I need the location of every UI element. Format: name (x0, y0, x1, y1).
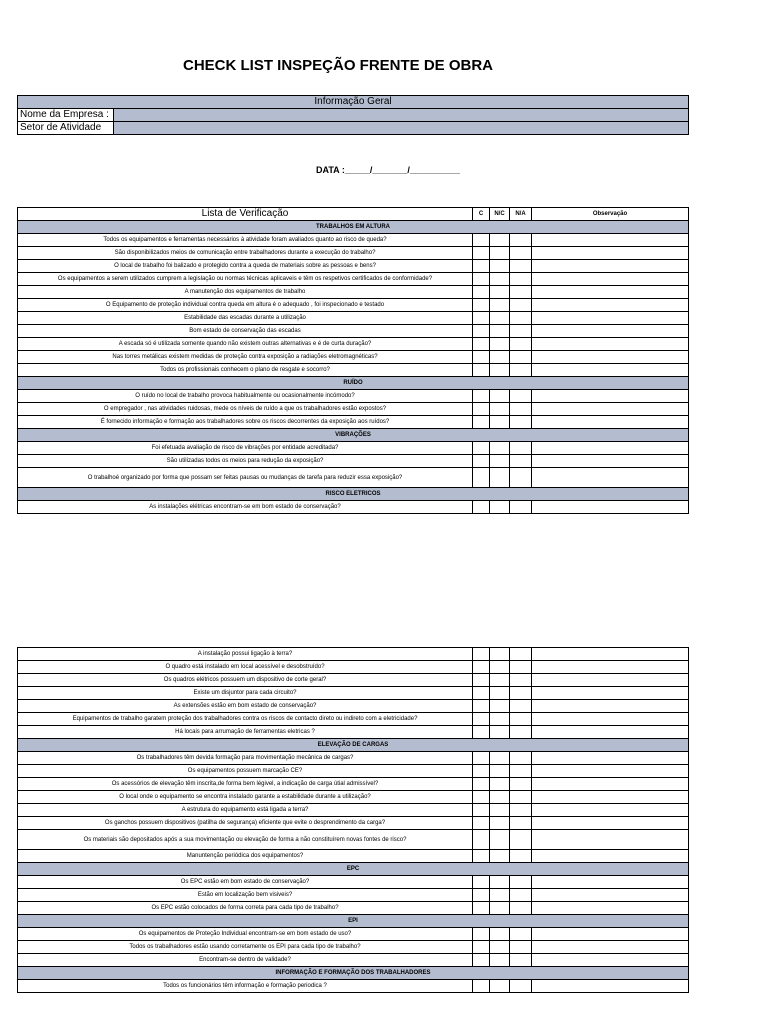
checklist-question: Os ganchos possuem dispositivos (patilha de segurança) eficiente que evite o desprendimento da carga? (18, 817, 473, 830)
check-nc-cell[interactable] (490, 661, 510, 674)
check-c-cell[interactable] (473, 941, 490, 954)
check-nc-cell[interactable] (490, 351, 510, 364)
check-na-cell[interactable] (510, 752, 532, 765)
check-nc-cell[interactable] (490, 416, 510, 429)
checklist-question: Manuntenção periódica dos equipamentos? (18, 850, 473, 863)
check-c-cell[interactable] (473, 954, 490, 967)
check-nc-cell[interactable] (490, 778, 510, 791)
checklist-row (18, 941, 689, 954)
checklist-row (18, 889, 689, 902)
check-na-cell[interactable] (510, 954, 532, 967)
sector-label: Setor de Atividade (18, 122, 114, 135)
section-header-row (18, 863, 689, 876)
checklist-question: Encontram-se dentro de validade? (18, 954, 473, 967)
check-c-cell[interactable] (473, 648, 490, 661)
checklist-question: A escada só é utilizada somente quando não existem outras alternativas e é de curta duração? (18, 338, 473, 351)
check-c-cell[interactable] (473, 416, 490, 429)
checklist-question: Bom estado de conservação das escadas (18, 325, 473, 338)
check-c-cell[interactable] (473, 312, 490, 325)
section-title: INFORMAÇÃO E FORMAÇÃO DOS TRABALHADORES (18, 967, 689, 980)
section-header-row (18, 915, 689, 928)
section-title: VIBRAÇÕES (18, 429, 689, 442)
check-c-cell[interactable] (473, 765, 490, 778)
checklist-row (18, 247, 689, 260)
checklist-question: Estão em localização bem visiveis? (18, 889, 473, 902)
check-nc-cell[interactable] (490, 338, 510, 351)
checklist-row (18, 700, 689, 713)
check-nc-cell[interactable] (490, 902, 510, 915)
check-c-cell[interactable] (473, 928, 490, 941)
check-nc-cell[interactable] (490, 980, 510, 993)
observation-cell[interactable] (532, 804, 689, 817)
general-info-header: Informação Geral (18, 96, 689, 109)
check-na-cell[interactable] (510, 791, 532, 804)
observation-cell[interactable] (532, 338, 689, 351)
check-na-cell[interactable] (510, 234, 532, 247)
checklist-question: Os equipamentos de Proteção Individual encontram-se em bom estado de uso? (18, 928, 473, 941)
check-na-cell[interactable] (510, 468, 532, 488)
check-nc-cell[interactable] (490, 403, 510, 416)
checklist-question: O quadro está instalado em local acessível e desobstruído? (18, 661, 473, 674)
checklist-row (18, 403, 689, 416)
checklist-question: Todos os equipamentos e ferramentas necessários à atividade foram avaliados quanto ao risco de queda? (18, 234, 473, 247)
checklist-row (18, 850, 689, 863)
checklist-header-nc: N/C (490, 208, 510, 221)
checklist-header-row (18, 208, 689, 221)
checklist-question: Os EPC estão em bom estado de conservação? (18, 876, 473, 889)
check-na-cell[interactable] (510, 273, 532, 286)
checklist-header-na: N/A (510, 208, 532, 221)
checklist-question: Os EPC estão colocados de forma correta para cada tipo de trabalho? (18, 902, 473, 915)
checklist-header-obs: Observação (532, 208, 689, 221)
check-nc-cell[interactable] (490, 325, 510, 338)
check-nc-cell[interactable] (490, 648, 510, 661)
observation-cell[interactable] (532, 273, 689, 286)
company-name-label: Nome da Empresa : (18, 109, 114, 122)
checklist-row (18, 954, 689, 967)
check-na-cell[interactable] (510, 902, 532, 915)
check-nc-cell[interactable] (490, 713, 510, 726)
checklist-question: As instalações elétricas encontram-se em bom estado de conservação? (18, 501, 473, 514)
checklist-table-page-1 (17, 207, 689, 514)
check-c-cell[interactable] (473, 830, 490, 850)
check-nc-cell[interactable] (490, 889, 510, 902)
check-c-cell[interactable] (473, 661, 490, 674)
checklist-table-page-2 (17, 647, 689, 993)
check-nc-cell[interactable] (490, 726, 510, 739)
section-header-row (18, 739, 689, 752)
check-nc-cell[interactable] (490, 752, 510, 765)
check-c-cell[interactable] (473, 700, 490, 713)
checklist-row (18, 791, 689, 804)
check-nc-cell[interactable] (490, 817, 510, 830)
check-c-cell[interactable] (473, 286, 490, 299)
observation-cell[interactable] (532, 980, 689, 993)
observation-cell[interactable] (532, 234, 689, 247)
checklist-row (18, 390, 689, 403)
check-na-cell[interactable] (510, 928, 532, 941)
checklist-question: Os acessórios de elevação têm inscrita,de forma bem légivel, a indicação de carga útial admissível? (18, 778, 473, 791)
observation-cell[interactable] (532, 247, 689, 260)
check-na-cell[interactable] (510, 661, 532, 674)
checklist-row (18, 260, 689, 273)
checklist-row (18, 713, 689, 726)
observation-cell[interactable] (532, 416, 689, 429)
checklist-question: A estrutura do equipamento está ligada a terra? (18, 804, 473, 817)
check-nc-cell[interactable] (490, 364, 510, 377)
checklist-question: O trabalhoé organizado por forma que possam ser feitas pausas ou mudanças de tarefa para reduzir essa exposição? (18, 468, 473, 488)
observation-cell[interactable] (532, 713, 689, 726)
check-c-cell[interactable] (473, 817, 490, 830)
checklist-question: Os trabalhadores têm devida formação para movimentação mecânica de cargas? (18, 752, 473, 765)
section-title: RUÍDO (18, 377, 689, 390)
check-c-cell[interactable] (473, 850, 490, 863)
checklist-row (18, 338, 689, 351)
check-na-cell[interactable] (510, 765, 532, 778)
check-c-cell[interactable] (473, 364, 490, 377)
check-nc-cell[interactable] (490, 830, 510, 850)
checklist-row (18, 648, 689, 661)
check-c-cell[interactable] (473, 403, 490, 416)
checklist-question: Todos os trabalhadores estão usando corretamente os EPI para cada tipo de trabalho? (18, 941, 473, 954)
check-nc-cell[interactable] (490, 876, 510, 889)
checklist-row (18, 876, 689, 889)
observation-cell[interactable] (532, 648, 689, 661)
check-na-cell[interactable] (510, 850, 532, 863)
date-field[interactable]: DATA :_____/_______/__________ (316, 165, 460, 175)
check-nc-cell[interactable] (490, 234, 510, 247)
checklist-row (18, 351, 689, 364)
observation-cell[interactable] (532, 850, 689, 863)
observation-cell[interactable] (532, 700, 689, 713)
check-c-cell[interactable] (473, 299, 490, 312)
check-na-cell[interactable] (510, 338, 532, 351)
checklist-question: Os equipamentos possuem marcação CE? (18, 765, 473, 778)
observation-cell[interactable] (532, 661, 689, 674)
checklist-question: O Equipamento de proteção individual contra queda em altura é o adequado , foi inspecionado e testado (18, 299, 473, 312)
section-header-row (18, 967, 689, 980)
checklist-row (18, 752, 689, 765)
observation-cell[interactable] (532, 501, 689, 514)
observation-cell[interactable] (532, 442, 689, 455)
observation-cell[interactable] (532, 260, 689, 273)
checklist-question: São disponibilizados meios de comunicação entre trabalhadores durante a execução do trabalho? (18, 247, 473, 260)
check-c-cell[interactable] (473, 501, 490, 514)
check-c-cell[interactable] (473, 876, 490, 889)
observation-cell[interactable] (532, 299, 689, 312)
check-na-cell[interactable] (510, 889, 532, 902)
check-c-cell[interactable] (473, 273, 490, 286)
check-c-cell[interactable] (473, 325, 490, 338)
section-title: ELEVAÇÃO DE CARGAS (18, 739, 689, 752)
check-nc-cell[interactable] (490, 247, 510, 260)
observation-cell[interactable] (532, 765, 689, 778)
observation-cell[interactable] (532, 403, 689, 416)
check-na-cell[interactable] (510, 247, 532, 260)
observation-cell[interactable] (532, 928, 689, 941)
check-nc-cell[interactable] (490, 468, 510, 488)
check-na-cell[interactable] (510, 674, 532, 687)
check-na-cell[interactable] (510, 260, 532, 273)
check-c-cell[interactable] (473, 674, 490, 687)
check-nc-cell[interactable] (490, 299, 510, 312)
check-c-cell[interactable] (473, 442, 490, 455)
check-c-cell[interactable] (473, 804, 490, 817)
checklist-question: Os equipamentos a serem utilizados cumprem a legislação ou normas técnicas aplicaveis e têm os respetivos certificados de conformidade? (18, 273, 473, 286)
checklist-header-list: Lista de Verificação (18, 208, 473, 221)
check-na-cell[interactable] (510, 876, 532, 889)
check-c-cell[interactable] (473, 338, 490, 351)
check-nc-cell[interactable] (490, 791, 510, 804)
check-c-cell[interactable] (473, 687, 490, 700)
checklist-row (18, 364, 689, 377)
observation-cell[interactable] (532, 351, 689, 364)
check-c-cell[interactable] (473, 455, 490, 468)
check-na-cell[interactable] (510, 312, 532, 325)
section-header-row (18, 377, 689, 390)
section-title: EPC (18, 863, 689, 876)
check-c-cell[interactable] (473, 351, 490, 364)
observation-cell[interactable] (532, 752, 689, 765)
check-na-cell[interactable] (510, 455, 532, 468)
sector-field[interactable] (114, 122, 689, 135)
check-na-cell[interactable] (510, 817, 532, 830)
checklist-row (18, 273, 689, 286)
observation-cell[interactable] (532, 286, 689, 299)
check-na-cell[interactable] (510, 830, 532, 850)
check-na-cell[interactable] (510, 416, 532, 429)
checklist-row (18, 416, 689, 429)
check-na-cell[interactable] (510, 351, 532, 364)
checklist-row (18, 902, 689, 915)
observation-cell[interactable] (532, 778, 689, 791)
check-nc-cell[interactable] (490, 674, 510, 687)
observation-cell[interactable] (532, 325, 689, 338)
document-title: CHECK LIST INSPEÇÃO FRENTE DE OBRA (182, 57, 494, 74)
checklist-row (18, 674, 689, 687)
check-na-cell[interactable] (510, 390, 532, 403)
checklist-header-c: C (473, 208, 490, 221)
check-c-cell[interactable] (473, 713, 490, 726)
checklist-row (18, 234, 689, 247)
check-c-cell[interactable] (473, 902, 490, 915)
check-na-cell[interactable] (510, 648, 532, 661)
checklist-question: Há locais para arrumação de ferramentas eletricas ? (18, 726, 473, 739)
checklist-row (18, 468, 689, 488)
checklist-row (18, 928, 689, 941)
checklist-question: Nas torres metálicas existem medidas de proteção contra exposição a radiações eletromagnéticas? (18, 351, 473, 364)
checklist-row (18, 804, 689, 817)
observation-cell[interactable] (532, 954, 689, 967)
observation-cell[interactable] (532, 889, 689, 902)
checklist-row (18, 299, 689, 312)
checklist-question: É fornecido informação e formação aos trabalhadores sobre os riscos decorrentes da exposição aos ruídos? (18, 416, 473, 429)
check-na-cell[interactable] (510, 442, 532, 455)
check-na-cell[interactable] (510, 299, 532, 312)
check-nc-cell[interactable] (490, 928, 510, 941)
checklist-question: Todos os profissionais conhecem o plano de resgate e socorro? (18, 364, 473, 377)
check-c-cell[interactable] (473, 889, 490, 902)
check-nc-cell[interactable] (490, 260, 510, 273)
check-na-cell[interactable] (510, 364, 532, 377)
check-c-cell[interactable] (473, 752, 490, 765)
check-c-cell[interactable] (473, 778, 490, 791)
checklist-row (18, 325, 689, 338)
checklist-question: Todos os funcionários têm informação e formação periodica ? (18, 980, 473, 993)
check-na-cell[interactable] (510, 804, 532, 817)
check-c-cell[interactable] (473, 468, 490, 488)
observation-cell[interactable] (532, 941, 689, 954)
check-nc-cell[interactable] (490, 687, 510, 700)
checklist-question: Os materiais são depositados após a sua movimentação ou elevação de forma a não constituírem novas fontes de risco? (18, 830, 473, 850)
check-c-cell[interactable] (473, 247, 490, 260)
observation-cell[interactable] (532, 830, 689, 850)
checklist-question: O empregador , nas atividades ruidosas, mede os níveis de ruído a que os trabalhadores estão expostos? (18, 403, 473, 416)
section-title: EPI (18, 915, 689, 928)
checklist-question: Existe um disjuntor para cada circuito? (18, 687, 473, 700)
check-nc-cell[interactable] (490, 954, 510, 967)
checklist-row (18, 778, 689, 791)
checklist-question: Foi efetuada avaliação de risco de vibrações por entidade acreditada? (18, 442, 473, 455)
checklist-question: A manutenção dos equipamentos de trabalho (18, 286, 473, 299)
checklist-row (18, 830, 689, 850)
checklist-row (18, 687, 689, 700)
observation-cell[interactable] (532, 876, 689, 889)
check-na-cell[interactable] (510, 778, 532, 791)
checklist-row (18, 442, 689, 455)
check-c-cell[interactable] (473, 791, 490, 804)
check-c-cell[interactable] (473, 234, 490, 247)
section-header-row (18, 429, 689, 442)
checklist-row (18, 661, 689, 674)
check-na-cell[interactable] (510, 713, 532, 726)
checklist-row (18, 980, 689, 993)
check-c-cell[interactable] (473, 390, 490, 403)
checklist-question: O local de trabalho foi balizado e protegido contra a queda de materiais sobre as pessoas e bens? (18, 260, 473, 273)
checklist-question: Equipamentos de trabalho garatem proteção dos trabalhadores contra os riscos de contacto direto ou indireto com a eletricidade? (18, 713, 473, 726)
checklist-question: As extensões estão em bom estado de conservação? (18, 700, 473, 713)
check-na-cell[interactable] (510, 687, 532, 700)
observation-cell[interactable] (532, 390, 689, 403)
observation-cell[interactable] (532, 674, 689, 687)
checklist-row (18, 726, 689, 739)
checklist-question: O ruído no local de trabalho provoca habitualmente ou ocasionalmente incómodo? (18, 390, 473, 403)
observation-cell[interactable] (532, 455, 689, 468)
checklist-row (18, 455, 689, 468)
check-nc-cell[interactable] (490, 286, 510, 299)
check-nc-cell[interactable] (490, 941, 510, 954)
checklist-row (18, 286, 689, 299)
check-c-cell[interactable] (473, 726, 490, 739)
check-na-cell[interactable] (510, 941, 532, 954)
checklist-question: A instalação possui ligação à terra? (18, 648, 473, 661)
check-nc-cell[interactable] (490, 312, 510, 325)
check-nc-cell[interactable] (490, 501, 510, 514)
checklist-row (18, 312, 689, 325)
check-nc-cell[interactable] (490, 442, 510, 455)
check-na-cell[interactable] (510, 980, 532, 993)
check-na-cell[interactable] (510, 403, 532, 416)
section-title: RISCO ELETRICOS (18, 488, 689, 501)
check-na-cell[interactable] (510, 700, 532, 713)
checklist-question: São utilizadas todos os meios para redução da exposição? (18, 455, 473, 468)
check-nc-cell[interactable] (490, 390, 510, 403)
observation-cell[interactable] (532, 817, 689, 830)
check-nc-cell[interactable] (490, 765, 510, 778)
check-nc-cell[interactable] (490, 273, 510, 286)
observation-cell[interactable] (532, 902, 689, 915)
check-na-cell[interactable] (510, 325, 532, 338)
observation-cell[interactable] (532, 468, 689, 488)
checklist-question: Estabilidade das escadas durante a utilização (18, 312, 473, 325)
observation-cell[interactable] (532, 726, 689, 739)
check-na-cell[interactable] (510, 501, 532, 514)
checklist-row (18, 817, 689, 830)
checklist-row (18, 765, 689, 778)
check-nc-cell[interactable] (490, 804, 510, 817)
observation-cell[interactable] (532, 364, 689, 377)
observation-cell[interactable] (532, 687, 689, 700)
checklist-row (18, 501, 689, 514)
company-name-field[interactable] (114, 109, 689, 122)
observation-cell[interactable] (532, 312, 689, 325)
checklist-question: O local onde o equipamento se encontra instalado garante a estabilidade durante a utilização? (18, 791, 473, 804)
check-nc-cell[interactable] (490, 700, 510, 713)
section-header-row (18, 488, 689, 501)
check-nc-cell[interactable] (490, 850, 510, 863)
checklist-question: Os quadros elétricos possuem um dispositivo de corte geral? (18, 674, 473, 687)
check-na-cell[interactable] (510, 286, 532, 299)
general-info-table (17, 95, 689, 135)
observation-cell[interactable] (532, 791, 689, 804)
check-c-cell[interactable] (473, 980, 490, 993)
section-header-row (18, 221, 689, 234)
check-na-cell[interactable] (510, 726, 532, 739)
check-nc-cell[interactable] (490, 455, 510, 468)
check-c-cell[interactable] (473, 260, 490, 273)
section-title: TRABALHOS EM ALTURA (18, 221, 689, 234)
